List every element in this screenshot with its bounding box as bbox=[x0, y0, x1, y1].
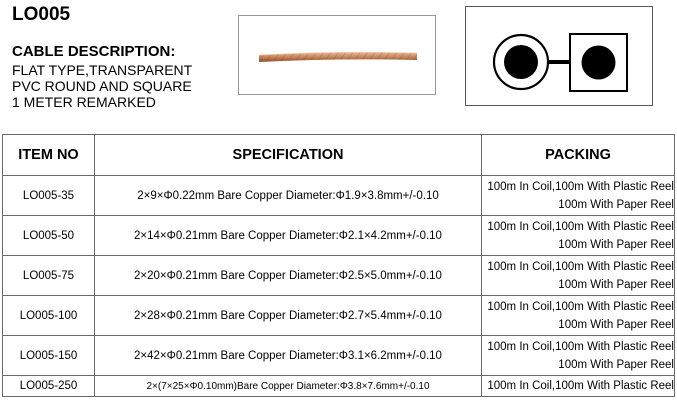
cross-section-icon bbox=[466, 7, 652, 105]
packing-line: 100m With Paper Reel bbox=[558, 318, 674, 331]
specification: 2×28×Φ0.21mm Bare Copper Diameter:Φ2.7×5.4mm+/-0.10 bbox=[95, 296, 482, 336]
table-row bbox=[3, 176, 675, 216]
model-title: LO005 bbox=[12, 4, 71, 25]
spec-table bbox=[2, 134, 675, 397]
packing-line: 100m In Coil,100m With Plastic Reel bbox=[487, 380, 674, 393]
table-header-row bbox=[3, 135, 675, 176]
packing-line: 100m In Coil,100m With Plastic Reel bbox=[487, 220, 674, 233]
table-row bbox=[3, 296, 675, 336]
item-no: LO005-50 bbox=[3, 216, 95, 256]
packing bbox=[482, 296, 675, 336]
packing bbox=[482, 176, 675, 216]
description-text bbox=[12, 62, 192, 110]
cable-cross-section-diagram bbox=[465, 6, 653, 106]
packing-line: 100m With Paper Reel bbox=[558, 198, 674, 211]
item-no: LO005-100 bbox=[3, 296, 95, 336]
specification: 2×14×Φ0.21mm Bare Copper Diameter:Φ2.1×4.2mm+/-0.10 bbox=[95, 216, 482, 256]
packing-line: 100m In Coil,100m With Plastic Reel bbox=[487, 300, 674, 313]
specification: 2×20×Φ0.21mm Bare Copper Diameter:Φ2.5×5.0mm+/-0.10 bbox=[95, 256, 482, 296]
table-row bbox=[3, 336, 675, 376]
description-line: 1 METER REMARKED bbox=[12, 94, 156, 110]
packing-line: 100m With Paper Reel bbox=[558, 238, 674, 251]
item-no: LO005-250 bbox=[3, 376, 95, 397]
specification: 2×9×Φ0.22mm Bare Copper Diameter:Φ1.9×3.8mm+/-0.10 bbox=[95, 176, 482, 216]
description-heading: CABLE DESCRIPTION: bbox=[12, 43, 176, 60]
packing bbox=[482, 216, 675, 256]
col-header-item: ITEM NO bbox=[3, 135, 95, 176]
packing bbox=[482, 256, 675, 296]
table-row bbox=[3, 376, 675, 397]
cable-photo bbox=[238, 15, 436, 95]
description-line: FLAT TYPE,TRANSPARENT bbox=[12, 62, 193, 78]
specification: 2×(7×25×Φ0.10mm)Bare Copper Diameter:Φ3.8×7.6mm+/-0.10 bbox=[95, 376, 482, 397]
packing-line: 100m In Coil,100m With Plastic Reel bbox=[487, 260, 674, 273]
col-header-packing: PACKING bbox=[482, 135, 675, 176]
packing-line: 100m With Paper Reel bbox=[558, 358, 674, 371]
packing-line: 100m With Paper Reel bbox=[558, 278, 674, 291]
packing bbox=[482, 376, 675, 397]
description-line: PVC ROUND AND SQUARE bbox=[12, 78, 192, 94]
packing-line: 100m In Coil,100m With Plastic Reel bbox=[487, 340, 674, 353]
copper-cable-image bbox=[239, 16, 435, 94]
table-row bbox=[3, 256, 675, 296]
item-no: LO005-35 bbox=[3, 176, 95, 216]
table-row bbox=[3, 216, 675, 256]
specification: 2×42×Φ0.21mm Bare Copper Diameter:Φ3.1×6.2mm+/-0.10 bbox=[95, 336, 482, 376]
col-header-specification: SPECIFICATION bbox=[95, 135, 482, 176]
item-no: LO005-75 bbox=[3, 256, 95, 296]
packing bbox=[482, 336, 675, 376]
packing-line: 100m In Coil,100m With Plastic Reel bbox=[487, 180, 674, 193]
item-no: LO005-150 bbox=[3, 336, 95, 376]
